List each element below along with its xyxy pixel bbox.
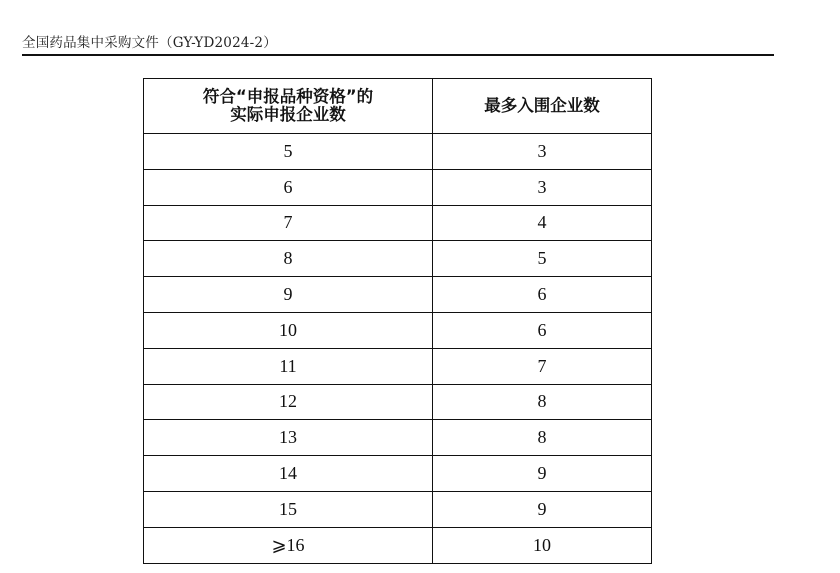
table-row <box>144 277 652 313</box>
table-row <box>144 348 652 384</box>
cell-max-selected: 8 <box>433 384 652 420</box>
table-header-row <box>144 79 652 134</box>
cell-applicants: 6 <box>144 169 433 205</box>
header-applicants-line1: 符合“申报品种资格”的 <box>202 87 374 106</box>
table-row <box>144 491 652 527</box>
cell-max-selected: 3 <box>433 134 652 170</box>
cell-applicants: 10 <box>144 312 433 348</box>
cell-max-selected: 9 <box>433 456 652 492</box>
cell-max-selected: 3 <box>433 169 652 205</box>
table-row <box>144 456 652 492</box>
table-row <box>144 384 652 420</box>
header-max-selected: 最多入围企业数 <box>433 79 652 134</box>
table-row <box>144 134 652 170</box>
page-header: 全国药品集中采购文件（GY-YD2024-2） <box>22 35 277 51</box>
cell-applicants: 5 <box>144 134 433 170</box>
cell-max-selected: 10 <box>433 527 652 563</box>
cell-applicants: 9 <box>144 277 433 313</box>
table-row <box>144 241 652 277</box>
table-row <box>144 527 652 563</box>
cell-applicants: 14 <box>144 456 433 492</box>
cell-applicants: 13 <box>144 420 433 456</box>
table-row <box>144 312 652 348</box>
table-row <box>144 420 652 456</box>
cell-max-selected: 5 <box>433 241 652 277</box>
cell-applicants: 8 <box>144 241 433 277</box>
cell-max-selected: 9 <box>433 491 652 527</box>
cell-applicants: ⩾16 <box>144 527 433 563</box>
cell-max-selected: 8 <box>433 420 652 456</box>
table-row <box>144 169 652 205</box>
table-row <box>144 205 652 241</box>
cell-max-selected: 6 <box>433 312 652 348</box>
header-applicants <box>144 79 433 134</box>
cell-max-selected: 7 <box>433 348 652 384</box>
cell-applicants: 15 <box>144 491 433 527</box>
cell-applicants: 11 <box>144 348 433 384</box>
enterprise-count-table <box>143 78 652 564</box>
cell-max-selected: 6 <box>433 277 652 313</box>
cell-max-selected: 4 <box>433 205 652 241</box>
header-rule <box>22 54 774 56</box>
header-applicants-line2: 实际申报企业数 <box>230 105 346 124</box>
cell-applicants: 7 <box>144 205 433 241</box>
cell-applicants: 12 <box>144 384 433 420</box>
